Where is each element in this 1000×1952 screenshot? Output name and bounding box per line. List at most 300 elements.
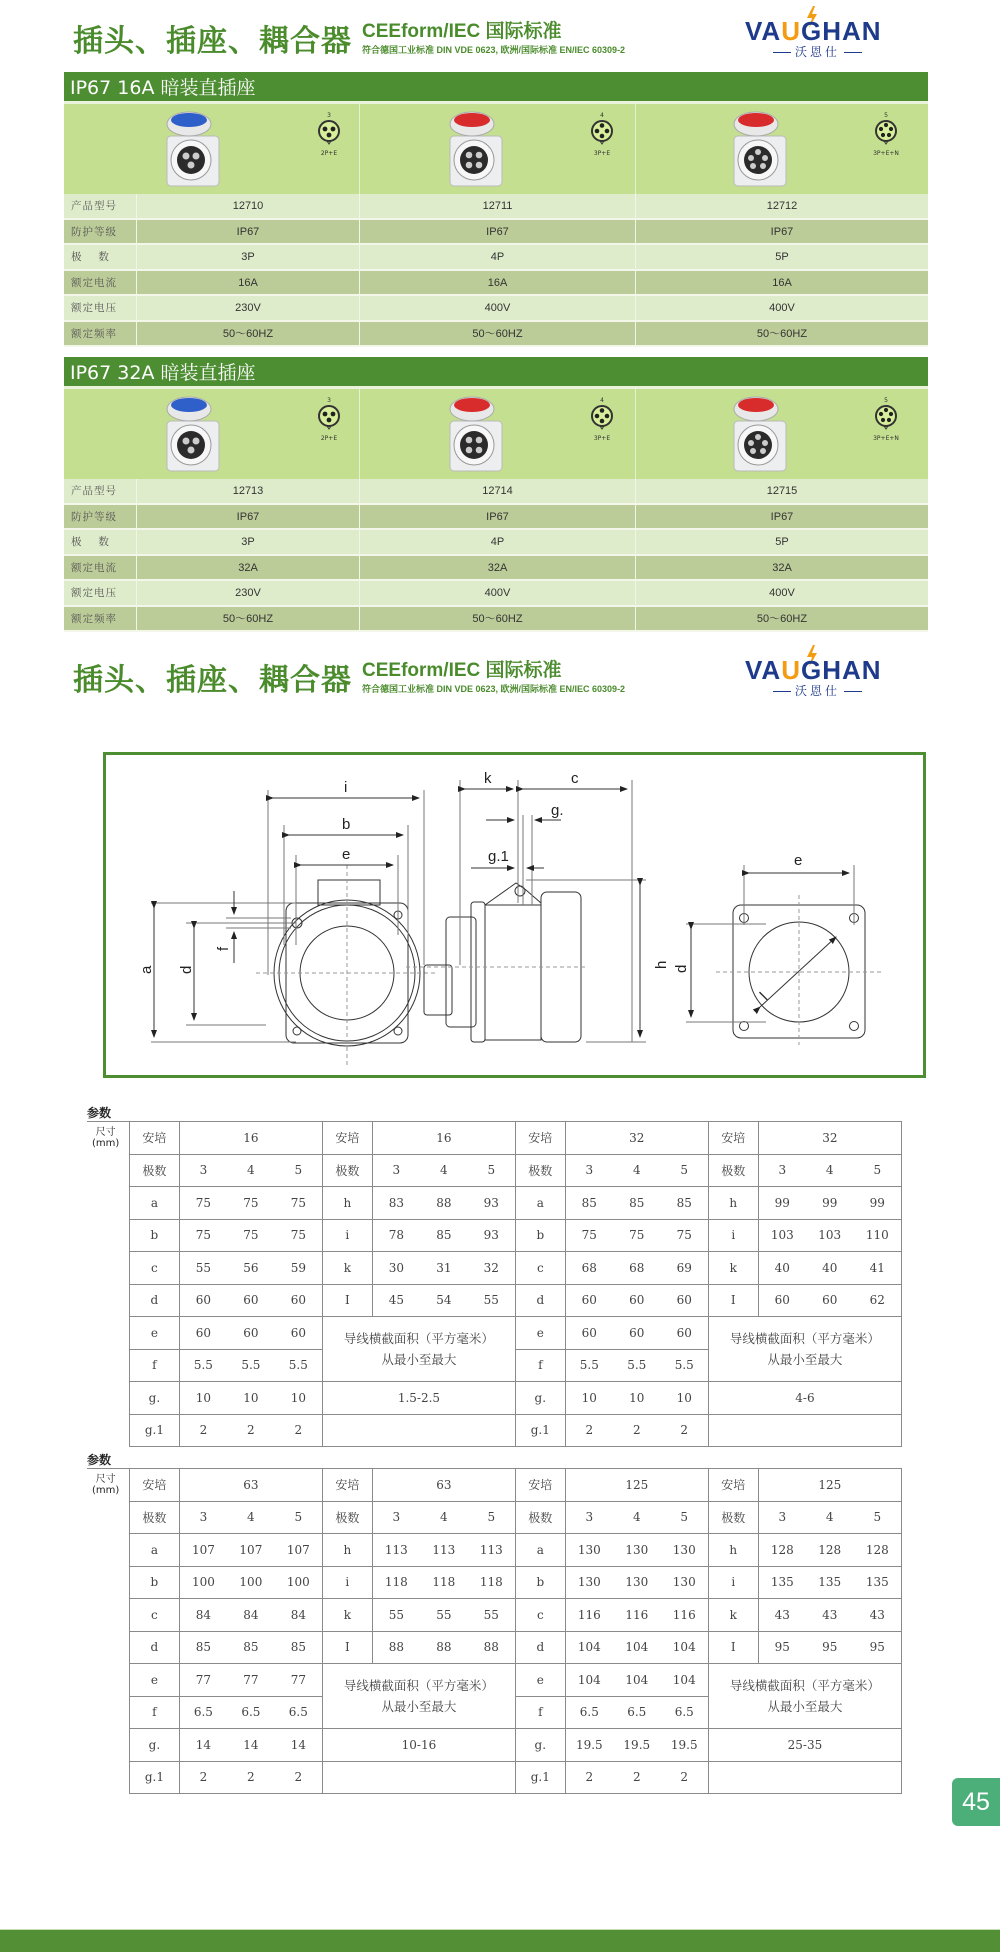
dim-value: 68 — [613, 1252, 661, 1285]
pin-diagram — [869, 397, 903, 442]
dim-key: I — [322, 1284, 372, 1317]
dim-value: 43 — [758, 1599, 806, 1632]
dim-value: 103 — [806, 1219, 854, 1252]
table-row — [130, 1566, 902, 1599]
dim-key: g. — [515, 1729, 565, 1762]
dim-key: e — [130, 1664, 180, 1697]
dim-label-c: c — [571, 770, 579, 787]
dimension-unit-label: 尺寸 (mm) — [92, 1127, 120, 1149]
dim-key: e — [515, 1317, 565, 1350]
dim-value: 5.5 — [613, 1349, 661, 1382]
wire-range: 1.5-2.5 — [322, 1382, 515, 1415]
dim-key: a — [130, 1534, 180, 1567]
amp-label: 安培 — [130, 1469, 180, 1502]
spec-value: 50～60HZ — [137, 607, 360, 631]
logo-wordmark: VAUGHAN — [745, 16, 882, 46]
poles-label: 极数 — [322, 1154, 372, 1187]
dim-value: 10 — [227, 1382, 275, 1415]
dim-key: b — [130, 1566, 180, 1599]
spec-value: 32A — [137, 556, 360, 580]
pole-count: 3 — [565, 1501, 613, 1534]
dim-value: 30 — [372, 1252, 420, 1285]
footer-bar — [0, 1929, 1000, 1952]
amp-label: 安培 — [708, 1122, 758, 1155]
dim-value: 77 — [227, 1664, 275, 1697]
pole-count: 5 — [275, 1501, 323, 1534]
pin-count: 3 — [327, 112, 331, 119]
dim-value: 60 — [806, 1284, 854, 1317]
pin-layout-3-icon — [317, 119, 341, 145]
dim-value: 77 — [179, 1664, 227, 1697]
dim-key: i — [708, 1219, 758, 1252]
socket-red-4pin-image — [442, 393, 512, 475]
dim-value: 75 — [275, 1219, 323, 1252]
divider — [87, 1468, 129, 1469]
table-row — [130, 1414, 902, 1447]
front-view — [151, 790, 436, 1065]
dim-key: g. — [130, 1729, 180, 1762]
spec-value: 230V — [137, 581, 360, 605]
wire-note-line1: 导线横截面积（平方毫米） — [343, 1678, 494, 1693]
amp-value: 16 — [372, 1122, 515, 1155]
pole-count: 4 — [420, 1501, 468, 1534]
spec-value: IP67 — [137, 220, 360, 244]
dim-value: 19.5 — [661, 1729, 709, 1762]
spec-value: 12714 — [360, 479, 636, 503]
dim-value: 41 — [854, 1252, 902, 1285]
table-row — [130, 1729, 902, 1762]
dim-key: k — [322, 1252, 372, 1285]
spec-table — [64, 479, 928, 632]
dim-label-d: d — [178, 965, 195, 974]
spec-value: 4P — [360, 245, 636, 269]
dim-value: 55 — [468, 1599, 516, 1632]
dim-value: 93 — [468, 1219, 516, 1252]
logo-wordmark: VAUGHAN — [745, 655, 882, 685]
pin-layout-5-icon — [874, 404, 898, 430]
dim-key: h — [322, 1534, 372, 1567]
dim-value: 77 — [275, 1664, 323, 1697]
dim-value: 2 — [661, 1414, 709, 1447]
dim-label-d-rear: d — [673, 964, 690, 973]
dim-value: 68 — [565, 1252, 613, 1285]
logo-cn-text: 沃恩仕 — [769, 682, 866, 699]
spec-value: 12710 — [137, 194, 360, 218]
dim-value: 59 — [275, 1252, 323, 1285]
dim-value: 60 — [758, 1284, 806, 1317]
dim-value: 93 — [468, 1187, 516, 1220]
dim-value: 95 — [806, 1631, 854, 1664]
dim-value: 60 — [613, 1284, 661, 1317]
spec-label: 极 数 — [64, 530, 137, 554]
dim-value: 2 — [227, 1414, 275, 1447]
dim-key: g. — [515, 1382, 565, 1415]
dim-value: 116 — [661, 1599, 709, 1632]
poles-label: 极数 — [130, 1501, 180, 1534]
spec-value: IP67 — [137, 505, 360, 529]
pin-diagram — [312, 397, 346, 442]
pin-layout-4-icon — [590, 404, 614, 430]
dim-label-b: b — [342, 816, 351, 833]
dim-key: c — [130, 1599, 180, 1632]
dim-value: 6.5 — [179, 1696, 227, 1729]
spec-value: 400V — [769, 587, 795, 599]
technical-drawing — [106, 755, 923, 1075]
logo-cn-text: 沃恩仕 — [769, 43, 866, 60]
dim-value: 60 — [565, 1317, 613, 1350]
spec-value: 50～60HZ — [360, 607, 636, 631]
amp-value: 63 — [372, 1469, 515, 1502]
spec-value: 32A — [360, 556, 636, 580]
table-row — [130, 1501, 902, 1534]
dim-key: k — [708, 1252, 758, 1285]
spec-value: 400V — [360, 296, 636, 320]
params-table-16-32 — [129, 1121, 902, 1447]
pin-count: 5 — [884, 397, 888, 404]
dim-value: 10 — [613, 1382, 661, 1415]
table-row — [130, 1469, 902, 1502]
dim-value: 85 — [661, 1187, 709, 1220]
dim-key: h — [708, 1534, 758, 1567]
dim-value: 85 — [420, 1219, 468, 1252]
pin-label: 3P+E+N — [873, 435, 899, 442]
amp-value: 32 — [565, 1122, 708, 1155]
spec-value: 12711 — [360, 194, 636, 218]
dim-value: 75 — [661, 1219, 709, 1252]
dim-value: 43 — [854, 1599, 902, 1632]
table-row — [130, 1187, 902, 1220]
product-cell — [636, 389, 928, 479]
divider — [87, 1121, 129, 1122]
pole-count: 3 — [372, 1154, 420, 1187]
dim-value: 43 — [806, 1599, 854, 1632]
dim-value: 103 — [758, 1219, 806, 1252]
wire-note-line2: 从最小至最大 — [767, 1352, 843, 1367]
pin-layout-4-icon — [590, 119, 614, 145]
spec-value: 50～60HZ — [360, 322, 636, 346]
dim-value: 100 — [227, 1566, 275, 1599]
pole-count: 4 — [227, 1154, 275, 1187]
table-row — [130, 1122, 902, 1155]
dim-label-g: g. — [551, 802, 564, 819]
spec-table — [64, 194, 928, 347]
dim-value: 107 — [179, 1534, 227, 1567]
product-section-32a — [64, 357, 928, 632]
dim-key: b — [515, 1219, 565, 1252]
empty-cell — [708, 1761, 901, 1794]
dim-value: 40 — [758, 1252, 806, 1285]
spec-label: 产品型号 — [64, 479, 137, 503]
pole-count: 4 — [613, 1501, 661, 1534]
spec-label: 产品型号 — [64, 194, 137, 218]
dim-value: 116 — [613, 1599, 661, 1632]
amp-label: 安培 — [708, 1469, 758, 1502]
spec-value: IP67 — [360, 505, 636, 529]
spec-label: 额定频率 — [64, 322, 137, 346]
rear-view — [686, 865, 881, 1045]
header-standard-note: 符合德国工业标准 DIN VDE 0623, 欧洲/国际标准 EN/IEC 60309-2 — [362, 684, 626, 694]
spec-label: 额定电压 — [64, 581, 137, 605]
pole-count: 5 — [468, 1154, 516, 1187]
dim-value: 95 — [854, 1631, 902, 1664]
dim-value: 104 — [565, 1631, 613, 1664]
wire-section-note — [322, 1317, 515, 1382]
dim-value: 130 — [661, 1534, 709, 1567]
dim-value: 75 — [275, 1187, 323, 1220]
dim-key: i — [322, 1219, 372, 1252]
spec-value: 50～60HZ — [756, 612, 808, 625]
pin-label: 3P+E — [593, 150, 611, 157]
dim-value: 5.5 — [275, 1349, 323, 1382]
spec-value: 5P — [775, 536, 789, 548]
amp-value: 125 — [758, 1469, 901, 1502]
dim-value: 60 — [275, 1317, 323, 1350]
dim-value: 10 — [565, 1382, 613, 1415]
dim-value: 107 — [227, 1534, 275, 1567]
dim-value: 85 — [613, 1187, 661, 1220]
dim-value: 5.5 — [565, 1349, 613, 1382]
dim-value: 69 — [661, 1252, 709, 1285]
wire-note-line1: 导线横截面积（平方毫米） — [729, 1331, 880, 1346]
socket-red-5pin-image — [726, 393, 796, 475]
socket-red-4pin-image — [442, 108, 512, 190]
pole-count: 3 — [372, 1501, 420, 1534]
wire-range: 4-6 — [708, 1382, 901, 1415]
dim-value: 55 — [468, 1284, 516, 1317]
dim-value: 75 — [227, 1219, 275, 1252]
dim-value: 116 — [565, 1599, 613, 1632]
dim-value: 6.5 — [613, 1696, 661, 1729]
dim-value: 135 — [806, 1566, 854, 1599]
dim-value: 10 — [179, 1382, 227, 1415]
dim-value: 75 — [613, 1219, 661, 1252]
dim-value: 85 — [179, 1631, 227, 1664]
amp-value: 63 — [179, 1469, 322, 1502]
product-section-16a — [64, 72, 928, 347]
dim-value: 85 — [565, 1187, 613, 1220]
spec-label: 额定电流 — [64, 556, 137, 580]
dim-value: 2 — [179, 1414, 227, 1447]
dim-value: 2 — [565, 1414, 613, 1447]
dim-value: 100 — [179, 1566, 227, 1599]
wire-section-note — [708, 1664, 901, 1729]
table-row — [130, 1599, 902, 1632]
dim-value: 130 — [613, 1566, 661, 1599]
spec-label: 额定电流 — [64, 271, 137, 295]
dim-value: 40 — [806, 1252, 854, 1285]
spec-row — [64, 322, 928, 348]
dim-key: e — [130, 1317, 180, 1350]
dim-value: 5.5 — [661, 1349, 709, 1382]
dim-key: d — [130, 1631, 180, 1664]
dim-key: e — [515, 1664, 565, 1697]
wire-section-note — [708, 1317, 901, 1382]
dim-key: d — [130, 1284, 180, 1317]
dim-key: I — [708, 1284, 758, 1317]
amp-value: 125 — [565, 1469, 708, 1502]
spec-value: IP67 — [770, 510, 794, 523]
dim-key: c — [515, 1599, 565, 1632]
dim-value: 130 — [661, 1566, 709, 1599]
pin-diagram — [312, 112, 346, 157]
dim-value: 113 — [372, 1534, 420, 1567]
poles-label: 极数 — [708, 1154, 758, 1187]
poles-label: 极数 — [130, 1154, 180, 1187]
pole-count: 5 — [661, 1154, 709, 1187]
dim-value: 6.5 — [275, 1696, 323, 1729]
wire-section-note — [322, 1664, 515, 1729]
page-number-badge: 45 — [952, 1778, 1000, 1826]
dim-key: d — [515, 1284, 565, 1317]
spec-value: 5P — [775, 251, 789, 263]
dim-value: 60 — [227, 1317, 275, 1350]
pole-count: 5 — [275, 1154, 323, 1187]
dim-value: 135 — [758, 1566, 806, 1599]
dim-value: 104 — [661, 1664, 709, 1697]
product-image-row — [64, 104, 928, 194]
empty-cell — [708, 1414, 901, 1447]
dim-value: 100 — [275, 1566, 323, 1599]
dim-key: g.1 — [130, 1761, 180, 1794]
dim-label-e-rear: e — [794, 852, 803, 869]
dim-value: 99 — [758, 1187, 806, 1220]
dim-key: g.1 — [515, 1761, 565, 1794]
spec-value: 16A — [137, 271, 360, 295]
dim-value: 84 — [227, 1599, 275, 1632]
spec-value: IP67 — [360, 220, 636, 244]
dim-key: d — [515, 1631, 565, 1664]
dim-value: 60 — [613, 1317, 661, 1350]
dim-label-g1: g.1 — [488, 848, 509, 865]
pole-count: 5 — [854, 1154, 902, 1187]
dim-value: 85 — [275, 1631, 323, 1664]
dim-key: I — [322, 1631, 372, 1664]
dim-key: g.1 — [515, 1414, 565, 1447]
dim-label-a: a — [138, 965, 155, 974]
dim-value: 10 — [661, 1382, 709, 1415]
dim-value: 88 — [420, 1187, 468, 1220]
dim-value: 95 — [758, 1631, 806, 1664]
spec-row — [64, 296, 928, 322]
page-header-repeat — [0, 645, 1000, 705]
dim-value: 2 — [227, 1761, 275, 1794]
spec-row — [64, 581, 928, 607]
socket-blue-3pin-image — [159, 108, 229, 190]
wire-note-line1: 导线横截面积（平方毫米） — [343, 1331, 494, 1346]
header-standard-note: 符合德国工业标准 DIN VDE 0623, 欧洲/国际标准 EN/IEC 60309-2 — [362, 45, 626, 55]
dim-value: 128 — [758, 1534, 806, 1567]
pin-label: 2P+E — [320, 150, 338, 157]
dim-value: 2 — [613, 1414, 661, 1447]
section-title: IP67 32A 暗装直插座 — [64, 357, 928, 389]
dim-value: 5.5 — [227, 1349, 275, 1382]
dim-key: f — [130, 1696, 180, 1729]
dim-value: 104 — [565, 1664, 613, 1697]
dim-key: g.1 — [130, 1414, 180, 1447]
dimension-diagram — [103, 752, 926, 1078]
spec-value: 4P — [360, 530, 636, 554]
spec-value: 12713 — [137, 479, 360, 503]
amp-label: 安培 — [322, 1122, 372, 1155]
dim-value: 60 — [565, 1284, 613, 1317]
header-subtitle: CEEform/IEC 国际标准 — [362, 21, 562, 42]
dim-value: 2 — [661, 1761, 709, 1794]
dim-value: 2 — [275, 1761, 323, 1794]
spec-row — [64, 479, 928, 505]
poles-label: 极数 — [708, 1501, 758, 1534]
spec-row — [64, 245, 928, 271]
header-subtitle: CEEform/IEC 国际标准 — [362, 660, 562, 681]
dim-value: 84 — [275, 1599, 323, 1632]
dim-value: 75 — [179, 1219, 227, 1252]
dim-value: 110 — [854, 1219, 902, 1252]
dim-key: a — [130, 1187, 180, 1220]
product-cell — [360, 389, 636, 479]
amp-value: 16 — [179, 1122, 322, 1155]
dim-value: 118 — [468, 1566, 516, 1599]
pin-label: 3P+E+N — [873, 150, 899, 157]
spec-row — [64, 194, 928, 220]
spec-value: 230V — [137, 296, 360, 320]
amp-label: 安培 — [322, 1469, 372, 1502]
brand-logo — [745, 10, 905, 58]
dim-value: 45 — [372, 1284, 420, 1317]
dim-key: k — [708, 1599, 758, 1632]
dim-value: 5.5 — [179, 1349, 227, 1382]
pin-diagram — [585, 397, 619, 442]
dim-key: i — [708, 1566, 758, 1599]
dim-value: 60 — [661, 1284, 709, 1317]
dim-value: 99 — [854, 1187, 902, 1220]
spec-row — [64, 556, 928, 582]
spec-value: 32A — [772, 561, 792, 574]
spec-label: 防护等级 — [64, 220, 137, 244]
spec-value: 3P — [137, 530, 360, 554]
spec-value: IP67 — [770, 225, 794, 238]
spec-label: 额定频率 — [64, 607, 137, 631]
spec-value: 50～60HZ — [756, 327, 808, 340]
dim-value: 2 — [179, 1761, 227, 1794]
params-title: 参数 — [87, 1106, 112, 1120]
spec-value: 16A — [772, 276, 792, 289]
dim-key: i — [322, 1566, 372, 1599]
dim-value: 55 — [179, 1252, 227, 1285]
pin-label: 3P+E — [593, 435, 611, 442]
poles-label: 极数 — [515, 1154, 565, 1187]
pole-count: 5 — [661, 1501, 709, 1534]
dim-value: 60 — [227, 1284, 275, 1317]
dim-value: 130 — [613, 1534, 661, 1567]
dim-value: 104 — [613, 1631, 661, 1664]
dim-value: 83 — [372, 1187, 420, 1220]
wire-range: 25-35 — [708, 1729, 901, 1762]
dim-value: 60 — [661, 1317, 709, 1350]
dim-label-l: l — [756, 989, 772, 1004]
dim-label-h: h — [653, 960, 670, 969]
dimension-unit-label: 尺寸 (mm) — [92, 1474, 120, 1496]
dim-value: 19.5 — [613, 1729, 661, 1762]
dim-value: 2 — [275, 1414, 323, 1447]
spec-value: 3P — [137, 245, 360, 269]
dim-value: 55 — [420, 1599, 468, 1632]
pole-count: 4 — [806, 1154, 854, 1187]
amp-label: 安培 — [130, 1122, 180, 1155]
pin-count: 3 — [327, 397, 331, 404]
socket-red-5pin-image — [726, 108, 796, 190]
spec-row — [64, 530, 928, 556]
dim-value: 60 — [275, 1284, 323, 1317]
empty-cell — [322, 1761, 515, 1794]
